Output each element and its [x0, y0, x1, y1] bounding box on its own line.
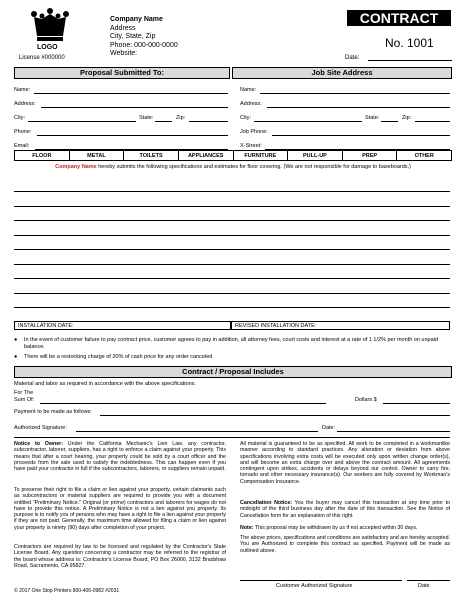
right-address-field[interactable] — [267, 107, 450, 108]
right-job-phone-field[interactable] — [272, 135, 450, 136]
sum-of-label: Sum Of: — [14, 397, 35, 403]
sum-of-field[interactable] — [40, 403, 326, 404]
right-city-field[interactable] — [254, 121, 362, 122]
category-floor: FLOOR — [15, 151, 70, 160]
date-field[interactable] — [368, 60, 452, 61]
right-zip-field[interactable] — [415, 121, 450, 122]
customer-date-label: Date — [418, 583, 430, 589]
contract-title: CONTRACT — [347, 10, 451, 26]
bullet-icon: ● — [14, 337, 18, 343]
company-website: Website: — [110, 50, 138, 57]
category-toilets: TOILETS — [124, 151, 179, 160]
category-other: OTHER — [414, 153, 434, 159]
cancellation-notice — [240, 500, 450, 519]
spec-line[interactable] — [14, 249, 450, 250]
payment-label: Payment to be made as follows: — [14, 409, 92, 415]
left-zip-field[interactable] — [189, 121, 228, 122]
company-phone: Phone: 000-000-0000 — [110, 41, 178, 49]
signature-date-label: Date: — [322, 425, 336, 431]
intro-company-name: Company Name — [55, 164, 97, 170]
material-text: Material and labor as required in accordance with the above specifications. — [14, 381, 196, 387]
job-site-header: Job Site Address — [232, 67, 452, 79]
payment-field[interactable] — [100, 415, 450, 416]
signature-date-field[interactable] — [337, 431, 450, 432]
left-zip-label: Zip: — [176, 115, 186, 121]
for-the-label: For The — [14, 390, 34, 396]
spec-line[interactable] — [14, 264, 450, 265]
right-name-field[interactable] — [260, 93, 450, 94]
right-job-phone-label: Job Phone: — [240, 129, 268, 135]
acceptance-text: The above prices, specifications and conditions are satisfactory and are hereby accepted. You are Authorized to complete this contract as specified. Payment will be made as outlined above. — [240, 535, 450, 554]
category-prep: PREP — [343, 151, 398, 160]
installation-date-field[interactable]: INSTALLATION DATE: — [14, 321, 231, 330]
spec-line[interactable] — [14, 220, 450, 221]
proposal-submitted-header: Proposal Submitted To: — [14, 67, 230, 79]
bullet-icon: ● — [14, 354, 18, 360]
left-name-label: Name: — [14, 87, 31, 93]
notice-preliminary: To preserve their right to file a claim or lien against your property, certain claimants such as subcontractors or material suppliers are required to provide you with a document entitled "Preliminary Notice." Original (or prime) contractors and laborers for wages do not have to provide this notice. A Preliminary Notice is not a lien against you property. Its purpose is to notify you of persons who may have a right to file a lien against your property if they are not paid. Generally, the maximum time allowed for filing a claim or lien against your property is ninety (90) days after completion of your project. — [14, 487, 226, 531]
left-city-label: City: — [14, 115, 25, 121]
divider — [14, 437, 450, 438]
customer-date-field[interactable] — [407, 580, 450, 581]
category-metal: METAL — [70, 151, 125, 160]
right-city-label: City: — [240, 115, 251, 121]
left-state-label: State: — [139, 115, 154, 121]
left-email-label: Email: — [14, 143, 30, 149]
revised-installation-date-field[interactable]: REVISED INSTALLATION DATE: — [231, 321, 450, 330]
right-x-street-label: X-Street: — [240, 143, 262, 149]
notice-owner-title: Notice to Owner: — [14, 441, 64, 447]
authorized-signature-field[interactable] — [76, 431, 318, 432]
date-label: Date: — [345, 55, 360, 61]
material-guarantee: All material is guaranteed to be as specified. All work to be completed in a workmanlike manner according to standard practices. Any alteration or deviation from above specifications involving extra costs will be executed only upon written change order(s), and will become an extra charge over and above the contract amount. All agreements contingent upon strikes, accidents or delays beyond our control. Owner to carry fire, tornado and other necessary insurance(s). Our workers are fully covered by Workman's Compensation Insurance. — [240, 441, 450, 485]
right-state-field[interactable] — [381, 121, 398, 122]
crown-logo-icon — [30, 8, 70, 48]
spec-line[interactable] — [14, 293, 450, 294]
bullet-restocking: There will be a restocking charge of 20% of cash price for any order canceled — [24, 354, 213, 360]
left-phone-label: Phone: — [14, 129, 32, 135]
spec-line[interactable] — [14, 206, 450, 207]
withdraw-note — [240, 525, 450, 531]
note-text: This proposal may be withdrawn by us if not accepted within 30 days. — [253, 525, 418, 531]
customer-signature-label: Customer Authorized Signature — [276, 583, 353, 589]
right-name-label: Name: — [240, 87, 257, 93]
left-address-label: Address: — [14, 101, 36, 107]
category-furniture: FURNITURE — [234, 151, 289, 160]
dollars-label: Dollars $ — [355, 397, 377, 403]
company-name: Company Name — [110, 16, 163, 23]
left-phone-field[interactable] — [37, 135, 228, 136]
note-title: Note: — [240, 525, 254, 531]
logo-text: LOGO — [37, 44, 58, 51]
spec-line[interactable] — [14, 307, 450, 308]
notice-owner-text: Under the California Mechanic's Lien Law, any contractor, subcontractor, laborer, suppliers, has a right to enforce a claim against your property. This means that after a court hearing, your property could be sold by a court officer and the proceeds from the sale used to satisfy the indebtedness. This can happen even if you have paid your contractor in full if the subcontractors, laborers, or suppliers remain unpaid. — [14, 441, 226, 473]
license-number: License #000000 — [19, 55, 65, 61]
company-city: City, State, Zip — [110, 33, 156, 40]
spec-line[interactable] — [14, 191, 450, 192]
left-state-field[interactable] — [155, 121, 172, 122]
right-zip-label: Zip: — [402, 115, 412, 121]
right-state-label: State: — [365, 115, 380, 121]
intro-statement — [14, 164, 452, 171]
left-name-field[interactable] — [34, 93, 228, 94]
company-address: Address — [110, 24, 136, 32]
bullet-attorney-fees: In the event of customer failure to pay contract price, customer agrees to pay in addition, all attorney fees, court costs and interest at a rate of 1 1/2% per month on unpaid balance. — [24, 337, 438, 350]
company-info — [110, 16, 178, 59]
contract-number: No. 1001 — [385, 36, 434, 50]
category-pull-up: PULL-UP — [288, 151, 343, 160]
cancellation-text: You the buyer may cancel this transaction at any time prior to midnight of the third business day after the date of this transaction. See the Notice of Cancellation form for an explanation of this right. — [240, 500, 450, 519]
category-table — [14, 150, 452, 161]
contract-includes-header: Contract / Proposal Includes — [14, 366, 452, 378]
dollars-field[interactable] — [383, 403, 450, 404]
spec-line[interactable] — [14, 278, 450, 279]
cancellation-title: Cancellation Notice: — [240, 500, 293, 506]
notice-owner — [14, 441, 226, 472]
spec-line[interactable] — [14, 235, 450, 236]
authorized-signature-label: Authorized Signature: — [14, 425, 67, 431]
category-appliances: APPLIANCES — [179, 151, 234, 160]
intro-text: hereby submits the following specifications and estimates for floor covering. (We are not responsible for damage to baseboards.) — [96, 164, 411, 170]
left-address-field[interactable] — [41, 107, 228, 108]
left-city-field[interactable] — [28, 121, 136, 122]
copyright: © 2017 One Stop Printers 800-406-0982 #2031 — [14, 588, 120, 594]
notice-license-board: Contractors are required by law to be licensed and regulated by the Contractor's State License Board. Any question concerning a contractor may be referred to the registrar of the board whose address is: Contractor's License Board, PO Box 26000, 3132 Bradshaw Road, Sacramento, CA 95827. — [14, 544, 226, 569]
customer-signature-field[interactable] — [240, 580, 402, 581]
right-address-label: Address: — [240, 101, 262, 107]
